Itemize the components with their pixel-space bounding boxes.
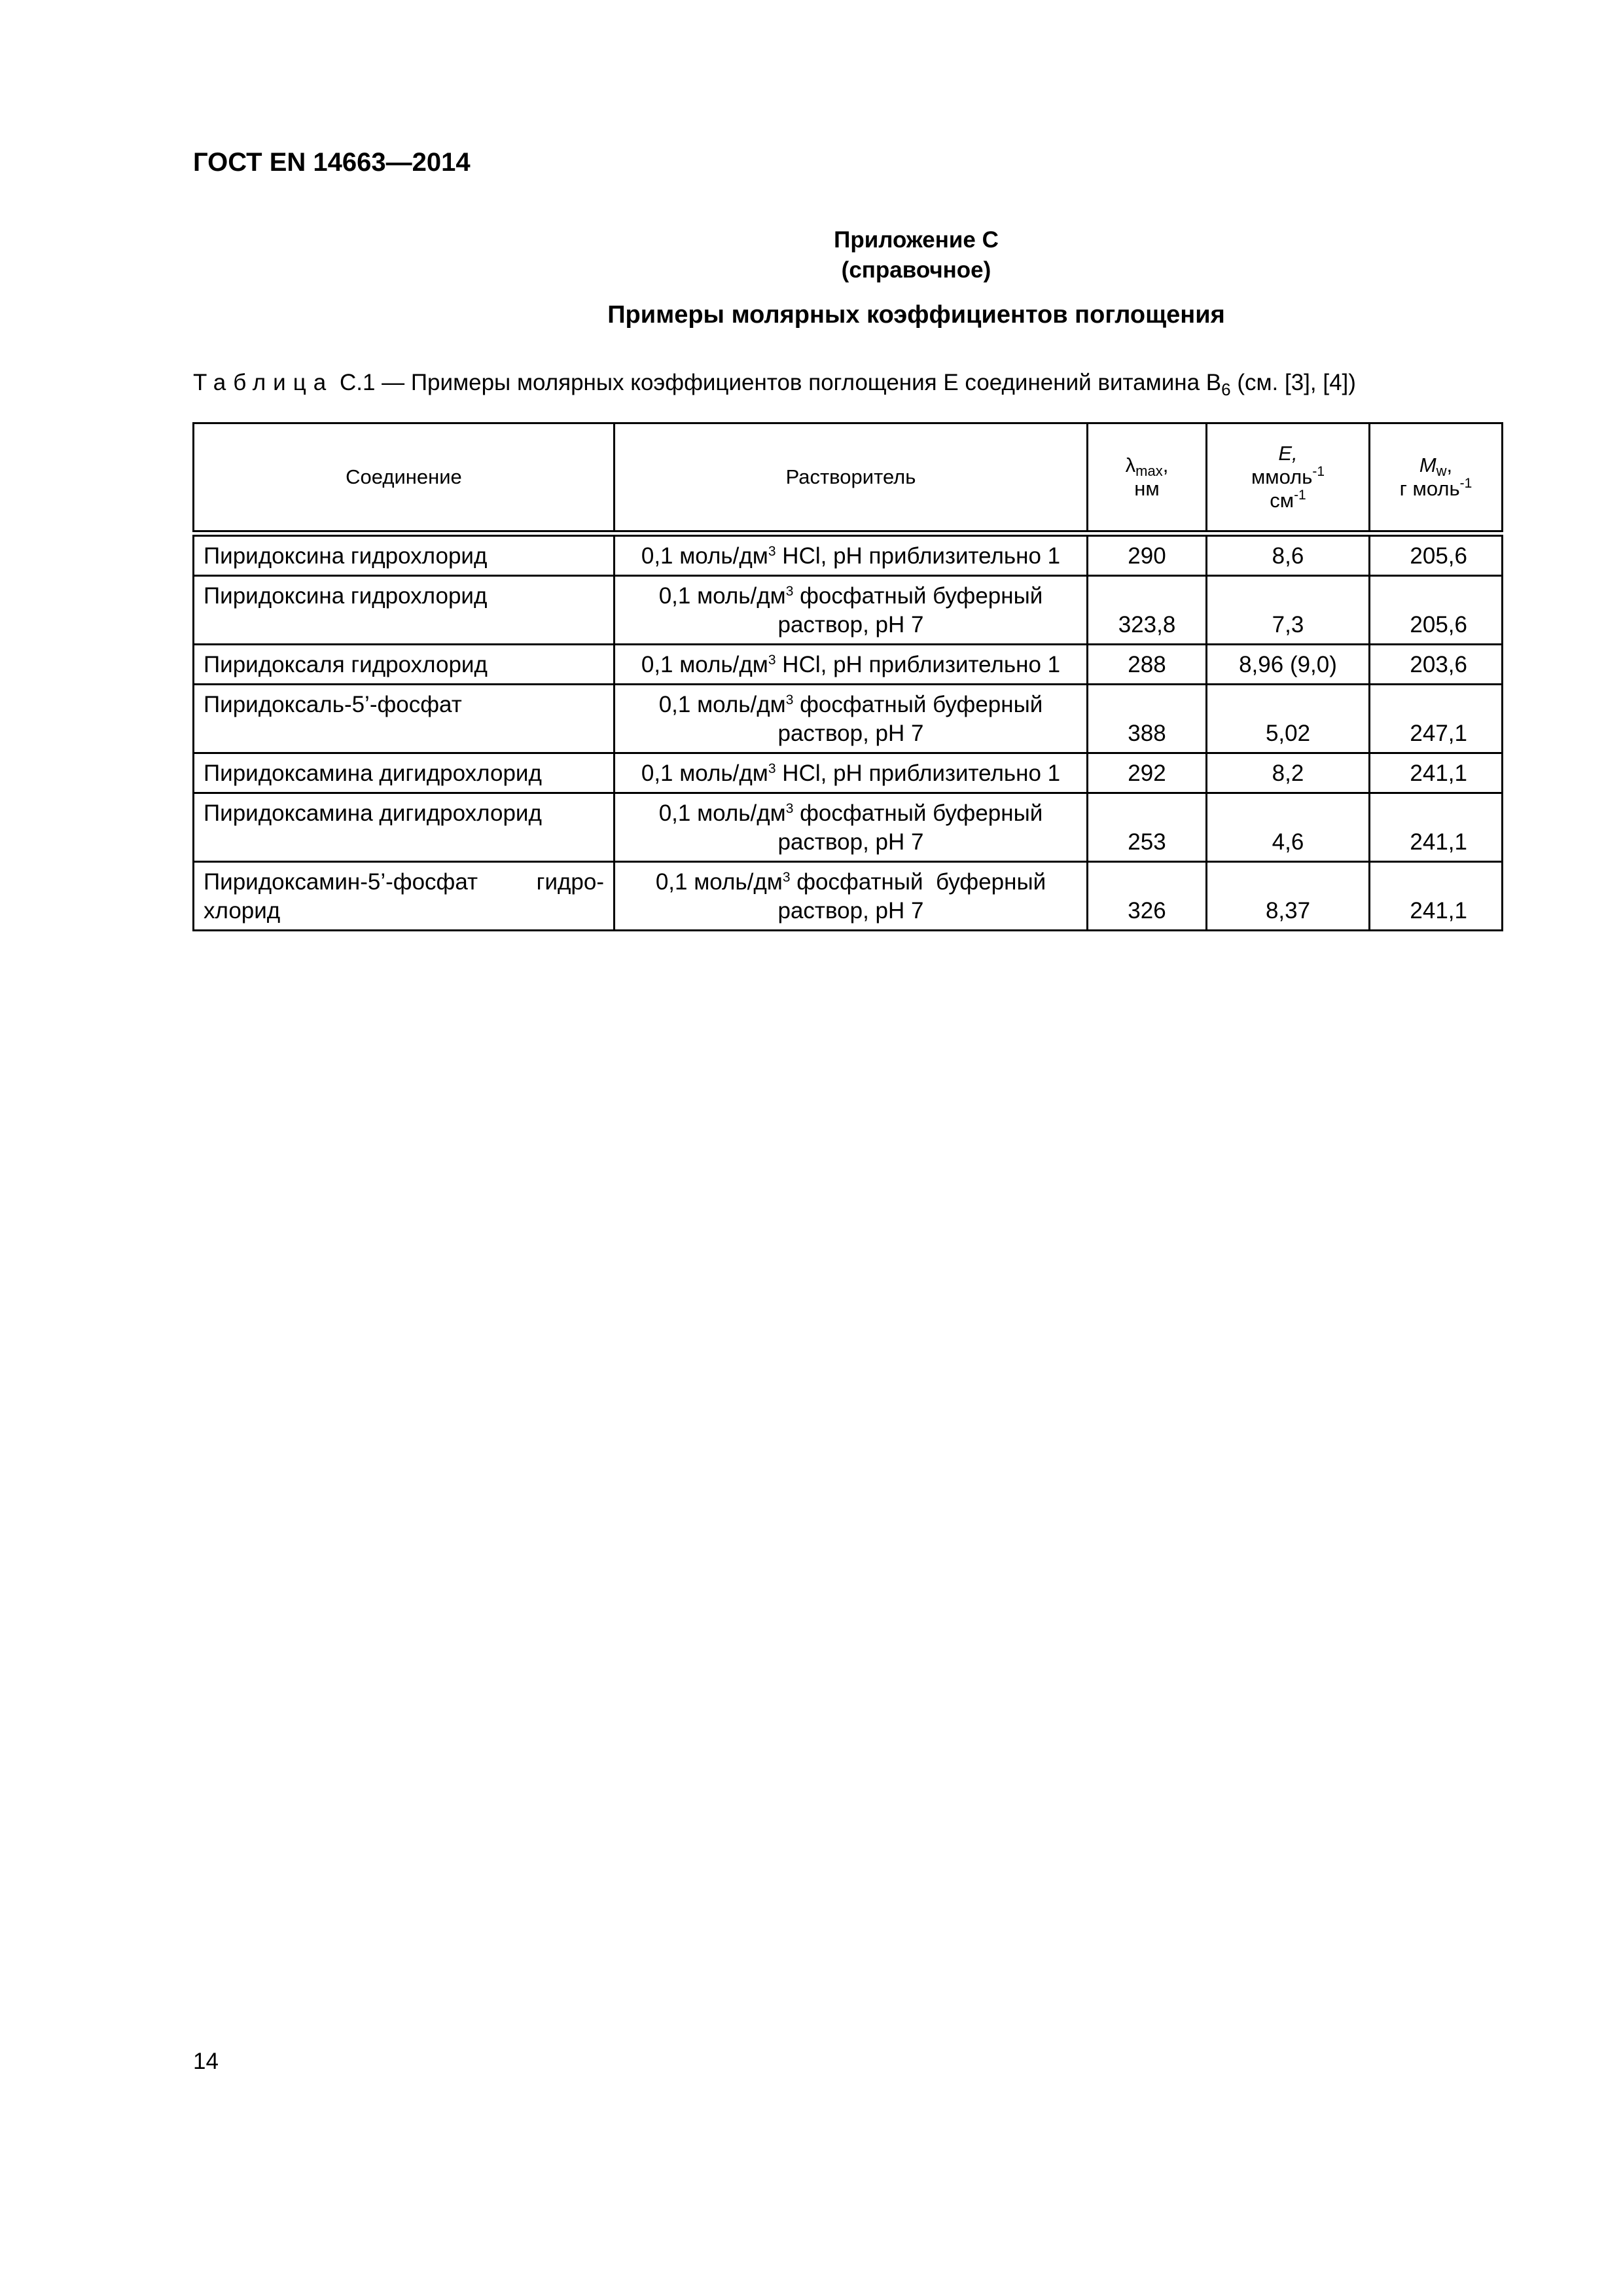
cell-compound: Пиридоксина гидрохлорид — [194, 576, 615, 645]
cell-e: 8,37 — [1207, 862, 1370, 931]
lambda-subscript: max — [1135, 463, 1163, 479]
annex-title: Приложение С — [834, 227, 999, 253]
table-row — [194, 533, 1503, 576]
cell-e: 7,3 — [1207, 576, 1370, 645]
annex-heading — [0, 225, 1623, 285]
cell-lambda: 292 — [1088, 753, 1207, 793]
lambda-unit: нм — [1134, 477, 1160, 500]
caption-subscript: 6 — [1221, 380, 1231, 399]
table-row — [194, 576, 1503, 645]
cell-compound: Пиридоксаля гидрохлорид — [194, 645, 615, 685]
cell-lambda: 290 — [1088, 533, 1207, 576]
cell-mw: 205,6 — [1370, 576, 1503, 645]
cell-compound: Пиридоксамина дигидрохлорид — [194, 753, 615, 793]
cell-lambda: 253 — [1088, 793, 1207, 862]
header-solvent: Растворитель — [615, 423, 1088, 534]
page-number: 14 — [193, 2049, 219, 2074]
lambda-symbol: λ — [1125, 454, 1136, 476]
cell-solvent: 0,1 моль/$дм^3$ HCl, pH приблизительно 1 — [615, 753, 1088, 793]
document-code: ГОСТ EN 14663—2014 — [193, 148, 471, 177]
cell-lambda: 326 — [1088, 862, 1207, 931]
cell-solvent: 0,1 моль/$дм^3$ HCl, pH приблизительно 1 — [615, 533, 1088, 576]
cell-solvent: 0,1 моль/$дм^3$ фосфатный буферный раствор, pH 7 — [615, 793, 1088, 862]
cell-e: 8,96 (9,0) — [1207, 645, 1370, 685]
cell-e: 5,02 — [1207, 685, 1370, 753]
cell-compound: Пиридоксаль-5’-фосфат — [194, 685, 615, 753]
cell-solvent: 0,1 моль/$дм^3$ фосфатный буферный раствор, pH 7 — [615, 685, 1088, 753]
cell-mw: 241,1 — [1370, 862, 1503, 931]
cell-lambda: 323,8 — [1088, 576, 1207, 645]
cell-mw: 241,1 — [1370, 793, 1503, 862]
caption-label: Таблица — [193, 370, 334, 395]
section-title: Примеры молярных коэффициентов поглощения — [607, 301, 1225, 329]
cell-mw: 205,6 — [1370, 533, 1503, 576]
header-lambda: λmax, нм — [1088, 423, 1207, 534]
cell-mw: 241,1 — [1370, 753, 1503, 793]
e-unit1-exp: -1 — [1312, 464, 1325, 479]
table-row — [194, 645, 1503, 685]
e-unit1: ммоль — [1251, 465, 1313, 488]
caption-text: — Примеры молярных коэффициентов поглощения Е соединений витамина В — [382, 370, 1222, 395]
e-symbol: E, — [1278, 442, 1298, 465]
header-e — [1207, 423, 1370, 534]
cell-compound: Пиридоксина гидрохлорид — [194, 533, 615, 576]
cell-solvent: 0,1 моль/$дм^3$ фосфатный буферный раствор, pH 7 — [615, 862, 1088, 931]
table-header-row — [194, 423, 1503, 534]
cell-e: 8,2 — [1207, 753, 1370, 793]
header-compound: Соединение — [194, 423, 615, 534]
caption-number: С.1 — [339, 370, 376, 395]
table-row — [194, 753, 1503, 793]
annex-status: (справочное) — [841, 257, 991, 283]
table-row — [194, 685, 1503, 753]
absorption-coefficients-table — [192, 422, 1503, 931]
mw-unit-exp: -1 — [1459, 476, 1472, 491]
cell-e: 4,6 — [1207, 793, 1370, 862]
cell-compound: Пиридоксамин-5’-фосфат гидро- хлорид — [194, 862, 615, 931]
table-row — [194, 862, 1503, 931]
cell-lambda: 288 — [1088, 645, 1207, 685]
cell-lambda: 388 — [1088, 685, 1207, 753]
mw-subscript: w — [1436, 463, 1447, 479]
cell-mw: 203,6 — [1370, 645, 1503, 685]
cell-compound: Пиридоксамина дигидрохлорид — [194, 793, 615, 862]
caption-refs: (см. [3], [4]) — [1237, 370, 1356, 395]
mw-unit: г моль — [1399, 477, 1460, 500]
table-row — [194, 793, 1503, 862]
cell-solvent: 0,1 моль/$дм^3$ HCl, pH приблизительно 1 — [615, 645, 1088, 685]
mw-symbol: M — [1419, 454, 1436, 476]
cell-mw: 247,1 — [1370, 685, 1503, 753]
header-mw: Mw, г моль$^{-1}$ — [1370, 423, 1503, 534]
e-unit2: см — [1270, 489, 1294, 512]
cell-e: 8,6 — [1207, 533, 1370, 576]
e-unit2-exp: -1 — [1294, 488, 1306, 503]
cell-solvent: 0,1 моль/$дм^3$ фосфатный буферный раствор, pH 7 — [615, 576, 1088, 645]
table-caption — [193, 370, 1356, 399]
